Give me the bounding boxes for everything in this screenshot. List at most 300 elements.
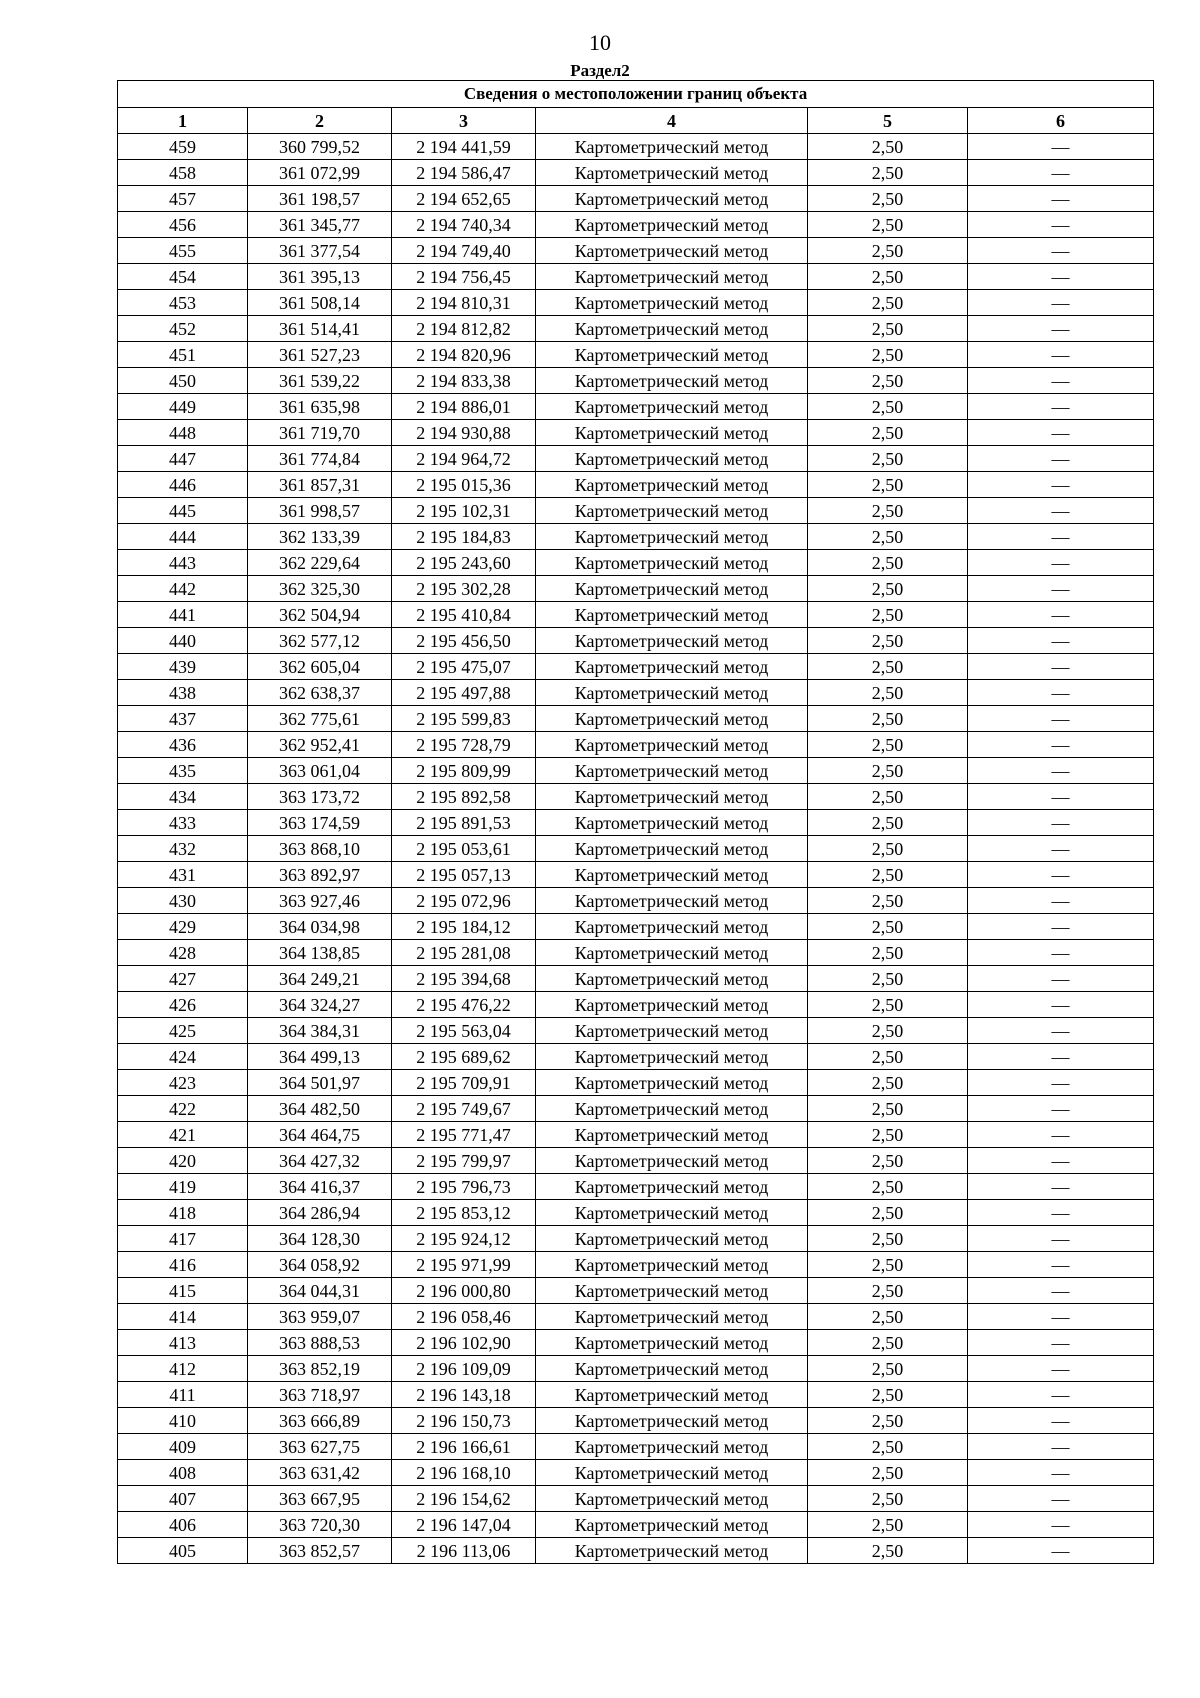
x-coordinate-cell: 361 508,14: [248, 290, 392, 316]
table-row: [118, 810, 1154, 836]
table-row: [118, 680, 1154, 706]
description-cell: —: [968, 1330, 1154, 1356]
accuracy-cell: 2,50: [808, 316, 968, 342]
table-row: [118, 446, 1154, 472]
table-caption-row: [118, 81, 1154, 108]
column-header-3: 3: [392, 108, 536, 134]
description-cell: —: [968, 1278, 1154, 1304]
x-coordinate-cell: 364 501,97: [248, 1070, 392, 1096]
x-coordinate-cell: 364 138,85: [248, 940, 392, 966]
point-number-cell: 420: [118, 1148, 248, 1174]
y-coordinate-cell: 2 194 886,01: [392, 394, 536, 420]
table-row: [118, 316, 1154, 342]
y-coordinate-cell: 2 196 113,06: [392, 1538, 536, 1564]
table-row: [118, 1538, 1154, 1564]
y-coordinate-cell: 2 195 771,47: [392, 1122, 536, 1148]
table-row: [118, 862, 1154, 888]
accuracy-cell: 2,50: [808, 186, 968, 212]
method-cell: Картометрический метод: [536, 1486, 808, 1512]
table-caption: Сведения о местоположении границ объекта: [118, 81, 1154, 108]
point-number-cell: 438: [118, 680, 248, 706]
table-row: [118, 966, 1154, 992]
point-number-cell: 447: [118, 446, 248, 472]
point-number-cell: 414: [118, 1304, 248, 1330]
x-coordinate-cell: 363 627,75: [248, 1434, 392, 1460]
point-number-cell: 436: [118, 732, 248, 758]
method-cell: Картометрический метод: [536, 1070, 808, 1096]
point-number-cell: 446: [118, 472, 248, 498]
point-number-cell: 412: [118, 1356, 248, 1382]
table-row: [118, 784, 1154, 810]
point-number-cell: 444: [118, 524, 248, 550]
method-cell: Картометрический метод: [536, 368, 808, 394]
table-row: [118, 394, 1154, 420]
method-cell: Картометрический метод: [536, 966, 808, 992]
description-cell: —: [968, 394, 1154, 420]
description-cell: —: [968, 654, 1154, 680]
y-coordinate-cell: 2 195 709,91: [392, 1070, 536, 1096]
point-number-cell: 411: [118, 1382, 248, 1408]
table-row: [118, 654, 1154, 680]
point-number-cell: 424: [118, 1044, 248, 1070]
accuracy-cell: 2,50: [808, 160, 968, 186]
table-row: [118, 732, 1154, 758]
table-row: [118, 1356, 1154, 1382]
table-row: [118, 1434, 1154, 1460]
point-number-cell: 416: [118, 1252, 248, 1278]
y-coordinate-cell: 2 195 394,68: [392, 966, 536, 992]
section-title: Раздел2: [570, 61, 630, 80]
description-cell: —: [968, 264, 1154, 290]
accuracy-cell: 2,50: [808, 1434, 968, 1460]
description-cell: —: [968, 1512, 1154, 1538]
method-cell: Картометрический метод: [536, 472, 808, 498]
y-coordinate-cell: 2 195 456,50: [392, 628, 536, 654]
point-number-cell: 413: [118, 1330, 248, 1356]
point-number-cell: 440: [118, 628, 248, 654]
description-cell: —: [968, 160, 1154, 186]
method-cell: Картометрический метод: [536, 1434, 808, 1460]
method-cell: Картометрический метод: [536, 1122, 808, 1148]
y-coordinate-cell: 2 195 971,99: [392, 1252, 536, 1278]
x-coordinate-cell: 363 718,97: [248, 1382, 392, 1408]
table-row: [118, 1174, 1154, 1200]
accuracy-cell: 2,50: [808, 888, 968, 914]
x-coordinate-cell: 361 539,22: [248, 368, 392, 394]
point-number-cell: 434: [118, 784, 248, 810]
table-row: [118, 758, 1154, 784]
table-row: [118, 628, 1154, 654]
x-coordinate-cell: 364 044,31: [248, 1278, 392, 1304]
x-coordinate-cell: 363 720,30: [248, 1512, 392, 1538]
x-coordinate-cell: 361 998,57: [248, 498, 392, 524]
point-number-cell: 410: [118, 1408, 248, 1434]
point-number-cell: 405: [118, 1538, 248, 1564]
x-coordinate-cell: 361 857,31: [248, 472, 392, 498]
method-cell: Картометрический метод: [536, 524, 808, 550]
description-cell: —: [968, 1096, 1154, 1122]
table-row: [118, 498, 1154, 524]
point-number-cell: 425: [118, 1018, 248, 1044]
point-number-cell: 406: [118, 1512, 248, 1538]
accuracy-cell: 2,50: [808, 862, 968, 888]
x-coordinate-cell: 364 499,13: [248, 1044, 392, 1070]
accuracy-cell: 2,50: [808, 290, 968, 316]
x-coordinate-cell: 362 325,30: [248, 576, 392, 602]
x-coordinate-cell: 362 638,37: [248, 680, 392, 706]
table-row: [118, 342, 1154, 368]
table-row: [118, 992, 1154, 1018]
y-coordinate-cell: 2 194 820,96: [392, 342, 536, 368]
accuracy-cell: 2,50: [808, 446, 968, 472]
accuracy-cell: 2,50: [808, 1278, 968, 1304]
x-coordinate-cell: 363 631,42: [248, 1460, 392, 1486]
point-number-cell: 408: [118, 1460, 248, 1486]
column-header-1: 1: [118, 108, 248, 134]
point-number-cell: 449: [118, 394, 248, 420]
point-number-cell: 437: [118, 706, 248, 732]
y-coordinate-cell: 2 196 058,46: [392, 1304, 536, 1330]
point-number-cell: 421: [118, 1122, 248, 1148]
y-coordinate-cell: 2 195 749,67: [392, 1096, 536, 1122]
table-row: [118, 602, 1154, 628]
method-cell: Картометрический метод: [536, 212, 808, 238]
y-coordinate-cell: 2 194 964,72: [392, 446, 536, 472]
description-cell: —: [968, 1408, 1154, 1434]
y-coordinate-cell: 2 195 102,31: [392, 498, 536, 524]
point-number-cell: 442: [118, 576, 248, 602]
y-coordinate-cell: 2 196 143,18: [392, 1382, 536, 1408]
method-cell: Картометрический метод: [536, 1044, 808, 1070]
description-cell: —: [968, 316, 1154, 342]
x-coordinate-cell: 363 927,46: [248, 888, 392, 914]
method-cell: Картометрический метод: [536, 1174, 808, 1200]
x-coordinate-cell: 364 464,75: [248, 1122, 392, 1148]
table-row: [118, 1148, 1154, 1174]
column-header-2: 2: [248, 108, 392, 134]
accuracy-cell: 2,50: [808, 654, 968, 680]
method-cell: Картометрический метод: [536, 316, 808, 342]
accuracy-cell: 2,50: [808, 732, 968, 758]
description-cell: —: [968, 290, 1154, 316]
point-number-cell: 443: [118, 550, 248, 576]
method-cell: Картометрический метод: [536, 784, 808, 810]
accuracy-cell: 2,50: [808, 602, 968, 628]
table-row: [118, 1044, 1154, 1070]
description-cell: —: [968, 446, 1154, 472]
method-cell: Картометрический метод: [536, 1018, 808, 1044]
method-cell: Картометрический метод: [536, 394, 808, 420]
column-header-row: [118, 108, 1154, 134]
table-row: [118, 1460, 1154, 1486]
x-coordinate-cell: 363 888,53: [248, 1330, 392, 1356]
x-coordinate-cell: 364 058,92: [248, 1252, 392, 1278]
table-row: [118, 368, 1154, 394]
y-coordinate-cell: 2 195 809,99: [392, 758, 536, 784]
point-number-cell: 457: [118, 186, 248, 212]
table-row: [118, 1122, 1154, 1148]
method-cell: Картометрический метод: [536, 810, 808, 836]
description-cell: —: [968, 1304, 1154, 1330]
y-coordinate-cell: 2 195 302,28: [392, 576, 536, 602]
description-cell: —: [968, 966, 1154, 992]
table-row: [118, 238, 1154, 264]
column-header-5: 5: [808, 108, 968, 134]
point-number-cell: 407: [118, 1486, 248, 1512]
accuracy-cell: 2,50: [808, 472, 968, 498]
y-coordinate-cell: 2 194 652,65: [392, 186, 536, 212]
accuracy-cell: 2,50: [808, 1486, 968, 1512]
method-cell: Картометрический метод: [536, 1460, 808, 1486]
accuracy-cell: 2,50: [808, 810, 968, 836]
point-number-cell: 430: [118, 888, 248, 914]
x-coordinate-cell: 362 605,04: [248, 654, 392, 680]
x-coordinate-cell: 362 775,61: [248, 706, 392, 732]
accuracy-cell: 2,50: [808, 966, 968, 992]
point-number-cell: 452: [118, 316, 248, 342]
accuracy-cell: 2,50: [808, 1460, 968, 1486]
method-cell: Картометрический метод: [536, 1512, 808, 1538]
table-row: [118, 160, 1154, 186]
method-cell: Картометрический метод: [536, 914, 808, 940]
accuracy-cell: 2,50: [808, 1200, 968, 1226]
x-coordinate-cell: 361 395,13: [248, 264, 392, 290]
accuracy-cell: 2,50: [808, 342, 968, 368]
table-body: [118, 134, 1154, 1564]
x-coordinate-cell: 364 286,94: [248, 1200, 392, 1226]
accuracy-cell: 2,50: [808, 368, 968, 394]
table-row: [118, 1382, 1154, 1408]
x-coordinate-cell: 364 324,27: [248, 992, 392, 1018]
point-number-cell: 448: [118, 420, 248, 446]
accuracy-cell: 2,50: [808, 784, 968, 810]
y-coordinate-cell: 2 195 892,58: [392, 784, 536, 810]
accuracy-cell: 2,50: [808, 1122, 968, 1148]
method-cell: Картометрический метод: [536, 888, 808, 914]
accuracy-cell: 2,50: [808, 1382, 968, 1408]
description-cell: —: [968, 212, 1154, 238]
table-row: [118, 420, 1154, 446]
description-cell: —: [968, 992, 1154, 1018]
x-coordinate-cell: 360 799,52: [248, 134, 392, 160]
method-cell: Картометрический метод: [536, 1304, 808, 1330]
table-row: [118, 1226, 1154, 1252]
x-coordinate-cell: 363 061,04: [248, 758, 392, 784]
point-number-cell: 455: [118, 238, 248, 264]
table-row: [118, 1096, 1154, 1122]
table-row: [118, 914, 1154, 940]
point-number-cell: 415: [118, 1278, 248, 1304]
method-cell: Картометрический метод: [536, 1148, 808, 1174]
description-cell: —: [968, 1538, 1154, 1564]
x-coordinate-cell: 361 072,99: [248, 160, 392, 186]
point-number-cell: 417: [118, 1226, 248, 1252]
y-coordinate-cell: 2 194 740,34: [392, 212, 536, 238]
x-coordinate-cell: 364 482,50: [248, 1096, 392, 1122]
method-cell: Картометрический метод: [536, 186, 808, 212]
y-coordinate-cell: 2 195 072,96: [392, 888, 536, 914]
method-cell: Картометрический метод: [536, 1226, 808, 1252]
table-row: [118, 1512, 1154, 1538]
y-coordinate-cell: 2 195 476,22: [392, 992, 536, 1018]
point-number-cell: 418: [118, 1200, 248, 1226]
y-coordinate-cell: 2 194 756,45: [392, 264, 536, 290]
y-coordinate-cell: 2 195 799,97: [392, 1148, 536, 1174]
table-row: [118, 1278, 1154, 1304]
description-cell: —: [968, 472, 1154, 498]
y-coordinate-cell: 2 195 853,12: [392, 1200, 536, 1226]
point-number-cell: 451: [118, 342, 248, 368]
description-cell: —: [968, 1226, 1154, 1252]
y-coordinate-cell: 2 196 147,04: [392, 1512, 536, 1538]
point-number-cell: 453: [118, 290, 248, 316]
description-cell: —: [968, 1174, 1154, 1200]
description-cell: —: [968, 810, 1154, 836]
table-row: [118, 1486, 1154, 1512]
accuracy-cell: 2,50: [808, 264, 968, 290]
table-row: [118, 836, 1154, 862]
accuracy-cell: 2,50: [808, 1226, 968, 1252]
accuracy-cell: 2,50: [808, 498, 968, 524]
description-cell: —: [968, 706, 1154, 732]
point-number-cell: 435: [118, 758, 248, 784]
y-coordinate-cell: 2 195 281,08: [392, 940, 536, 966]
x-coordinate-cell: 361 527,23: [248, 342, 392, 368]
description-cell: —: [968, 1382, 1154, 1408]
accuracy-cell: 2,50: [808, 1538, 968, 1564]
y-coordinate-cell: 2 194 441,59: [392, 134, 536, 160]
column-header-4: 4: [536, 108, 808, 134]
description-cell: —: [968, 628, 1154, 654]
table-row: [118, 1304, 1154, 1330]
method-cell: Картометрический метод: [536, 992, 808, 1018]
x-coordinate-cell: 362 504,94: [248, 602, 392, 628]
description-cell: —: [968, 888, 1154, 914]
point-number-cell: 419: [118, 1174, 248, 1200]
accuracy-cell: 2,50: [808, 1304, 968, 1330]
x-coordinate-cell: 361 719,70: [248, 420, 392, 446]
x-coordinate-cell: 363 959,07: [248, 1304, 392, 1330]
y-coordinate-cell: 2 195 599,83: [392, 706, 536, 732]
y-coordinate-cell: 2 194 586,47: [392, 160, 536, 186]
table-row: [118, 212, 1154, 238]
accuracy-cell: 2,50: [808, 550, 968, 576]
description-cell: —: [968, 498, 1154, 524]
description-cell: —: [968, 1122, 1154, 1148]
point-number-cell: 445: [118, 498, 248, 524]
method-cell: Картометрический метод: [536, 238, 808, 264]
accuracy-cell: 2,50: [808, 992, 968, 1018]
method-cell: Картометрический метод: [536, 732, 808, 758]
x-coordinate-cell: 361 345,77: [248, 212, 392, 238]
x-coordinate-cell: 364 427,32: [248, 1148, 392, 1174]
point-number-cell: 426: [118, 992, 248, 1018]
y-coordinate-cell: 2 195 891,53: [392, 810, 536, 836]
x-coordinate-cell: 363 174,59: [248, 810, 392, 836]
y-coordinate-cell: 2 195 184,83: [392, 524, 536, 550]
method-cell: Картометрический метод: [536, 758, 808, 784]
point-number-cell: 454: [118, 264, 248, 290]
table-row: [118, 1408, 1154, 1434]
description-cell: —: [968, 186, 1154, 212]
method-cell: Картометрический метод: [536, 264, 808, 290]
accuracy-cell: 2,50: [808, 1356, 968, 1382]
accuracy-cell: 2,50: [808, 706, 968, 732]
description-cell: —: [968, 524, 1154, 550]
method-cell: Картометрический метод: [536, 498, 808, 524]
x-coordinate-cell: 363 667,95: [248, 1486, 392, 1512]
method-cell: Картометрический метод: [536, 1356, 808, 1382]
description-cell: —: [968, 602, 1154, 628]
method-cell: Картометрический метод: [536, 1538, 808, 1564]
point-number-cell: 456: [118, 212, 248, 238]
y-coordinate-cell: 2 196 168,10: [392, 1460, 536, 1486]
table-row: [118, 550, 1154, 576]
point-number-cell: 427: [118, 966, 248, 992]
x-coordinate-cell: 361 198,57: [248, 186, 392, 212]
table-row: [118, 290, 1154, 316]
y-coordinate-cell: 2 195 053,61: [392, 836, 536, 862]
description-cell: —: [968, 1070, 1154, 1096]
description-cell: —: [968, 368, 1154, 394]
table-row: [118, 576, 1154, 602]
x-coordinate-cell: 362 133,39: [248, 524, 392, 550]
point-number-cell: 431: [118, 862, 248, 888]
accuracy-cell: 2,50: [808, 1330, 968, 1356]
x-coordinate-cell: 364 034,98: [248, 914, 392, 940]
x-coordinate-cell: 363 173,72: [248, 784, 392, 810]
y-coordinate-cell: 2 196 000,80: [392, 1278, 536, 1304]
accuracy-cell: 2,50: [808, 524, 968, 550]
table-row: [118, 472, 1154, 498]
point-number-cell: 432: [118, 836, 248, 862]
y-coordinate-cell: 2 195 410,84: [392, 602, 536, 628]
method-cell: Картометрический метод: [536, 550, 808, 576]
description-cell: —: [968, 732, 1154, 758]
y-coordinate-cell: 2 196 102,90: [392, 1330, 536, 1356]
description-cell: —: [968, 550, 1154, 576]
y-coordinate-cell: 2 196 150,73: [392, 1408, 536, 1434]
x-coordinate-cell: 361 514,41: [248, 316, 392, 342]
method-cell: Картометрический метод: [536, 1096, 808, 1122]
method-cell: Картометрический метод: [536, 602, 808, 628]
accuracy-cell: 2,50: [808, 212, 968, 238]
method-cell: Картометрический метод: [536, 1200, 808, 1226]
y-coordinate-cell: 2 196 166,61: [392, 1434, 536, 1460]
accuracy-cell: 2,50: [808, 1252, 968, 1278]
point-number-cell: 441: [118, 602, 248, 628]
accuracy-cell: 2,50: [808, 1070, 968, 1096]
accuracy-cell: 2,50: [808, 1018, 968, 1044]
x-coordinate-cell: 363 868,10: [248, 836, 392, 862]
table-row: [118, 1200, 1154, 1226]
description-cell: —: [968, 784, 1154, 810]
description-cell: —: [968, 1486, 1154, 1512]
description-cell: —: [968, 940, 1154, 966]
method-cell: Картометрический метод: [536, 940, 808, 966]
point-number-cell: 422: [118, 1096, 248, 1122]
description-cell: —: [968, 576, 1154, 602]
y-coordinate-cell: 2 195 243,60: [392, 550, 536, 576]
method-cell: Картометрический метод: [536, 680, 808, 706]
x-coordinate-cell: 363 852,57: [248, 1538, 392, 1564]
x-coordinate-cell: 362 577,12: [248, 628, 392, 654]
method-cell: Картометрический метод: [536, 706, 808, 732]
x-coordinate-cell: 363 666,89: [248, 1408, 392, 1434]
column-header-6: 6: [968, 108, 1154, 134]
method-cell: Картометрический метод: [536, 290, 808, 316]
accuracy-cell: 2,50: [808, 940, 968, 966]
